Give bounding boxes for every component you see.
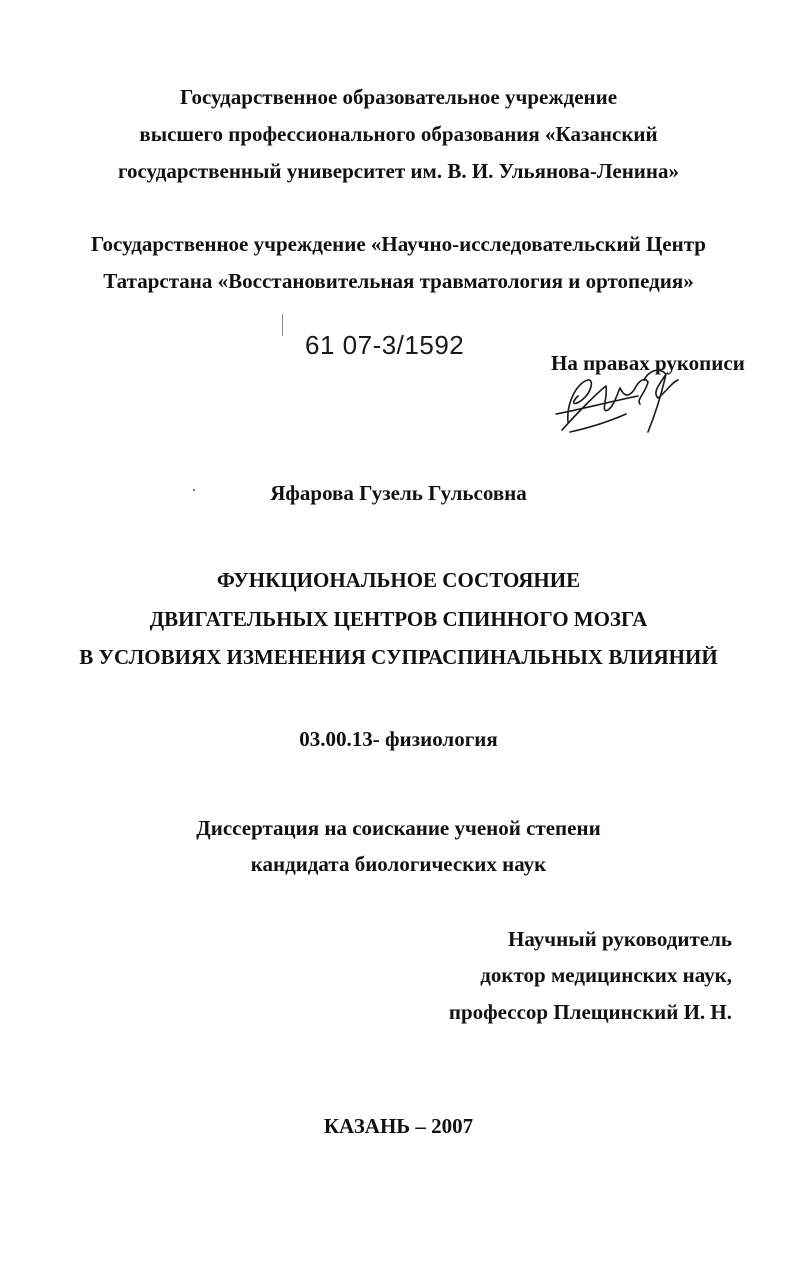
signature-icon xyxy=(548,352,698,442)
institution-line-1: Государственное образовательное учреждение xyxy=(179,85,618,109)
degree-line-1: Диссертация на соискание ученой степени xyxy=(196,816,601,840)
organization-line-2: Татарстана «Восстановительная травматология и ортопедия» xyxy=(103,269,694,293)
supervisor-line-2: доктор медицинских наук, xyxy=(480,963,732,987)
degree-line-2: кандидата биологических наук xyxy=(250,852,547,876)
institution-line-3: государственный университет им. В. И. Ульянова-Ленина» xyxy=(117,159,679,183)
supervisor-line-3: профессор Плещинский И. Н. xyxy=(448,1000,732,1024)
manuscript-note: На правах рукописи xyxy=(551,351,745,375)
city-year: КАЗАНЬ – 2007 xyxy=(323,1114,474,1138)
archive-stamp: 61 07-3/1592 xyxy=(305,330,465,360)
stamp-margin-mark xyxy=(282,314,283,336)
title-line-2: ДВИГАТЕЛЬНЫХ ЦЕНТРОВ СПИННОГО МОЗГА xyxy=(149,607,648,631)
title-line-3: В УСЛОВИЯХ ИЗМЕНЕНИЯ СУПРАСПИНАЛЬНЫХ ВЛИЯНИЙ xyxy=(79,645,718,669)
institution-line-2: высшего профессионального образования «Казанский xyxy=(139,122,658,146)
organization-line-1: Государственное учреждение «Научно-исследовательский Центр xyxy=(91,232,706,256)
supervisor-line-1: Научный руководитель xyxy=(508,927,732,951)
title-line-1: ФУНКЦИОНАЛЬНОЕ СОСТОЯНИЕ xyxy=(216,568,581,592)
author-name: Яфарова Гузель Гульсовна xyxy=(270,481,527,505)
specialty-code: 03.00.13- физиология xyxy=(299,727,498,751)
